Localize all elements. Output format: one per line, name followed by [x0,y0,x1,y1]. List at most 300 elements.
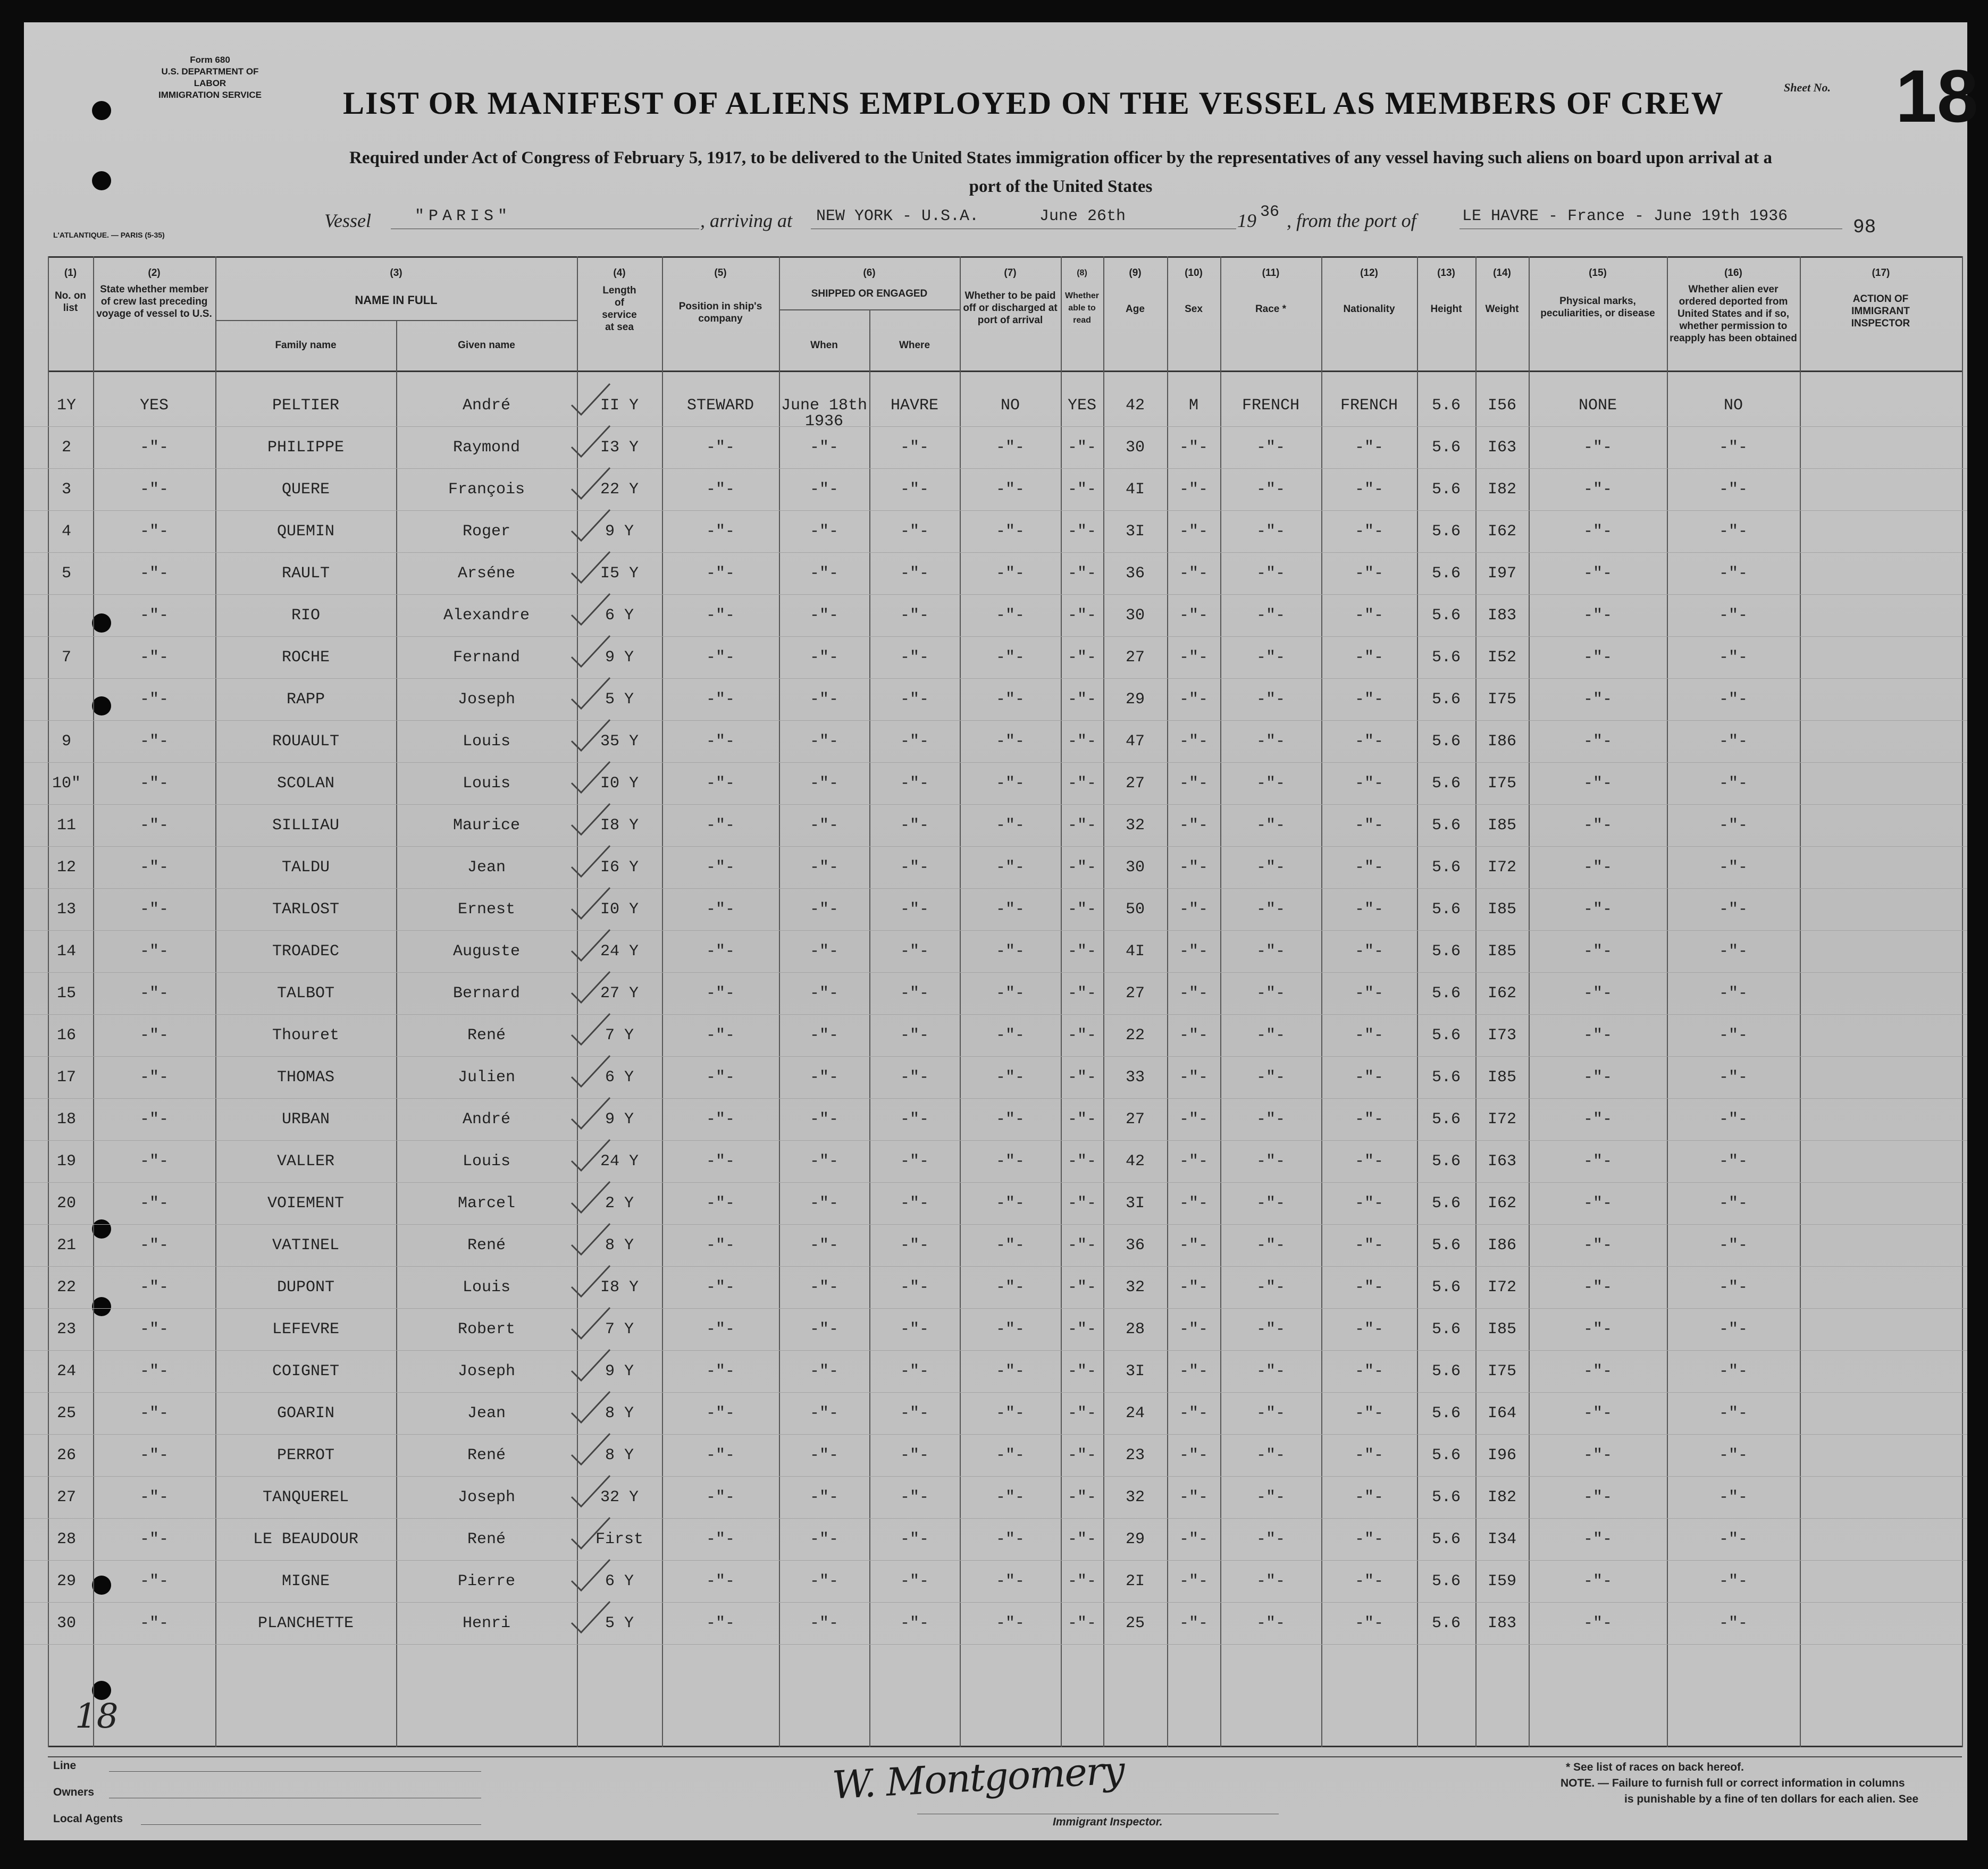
cell-where: -"- [900,1194,929,1213]
cell-weight: I97 [1487,565,1517,583]
cell-race: -"- [1256,1488,1286,1506]
cell-service: 32 Y [600,1488,639,1506]
row-rule [24,1434,1967,1435]
cell-paid: -"- [995,1446,1025,1464]
cell-marks: -"- [1583,774,1613,793]
cell-sex: -"- [1179,1362,1209,1380]
cell-marks: -"- [1583,1194,1613,1213]
cell-marks: -"- [1583,1236,1613,1255]
row-rule [24,1140,1967,1141]
cell-prev: -"- [139,481,169,499]
row-rule [24,468,1967,469]
col-13-header: (13) Height [1430,267,1462,315]
cell-where: -"- [900,1278,929,1296]
cell-no: 3 [61,481,72,499]
cell-service: 7 Y [605,1026,634,1045]
punch-hole [92,171,111,190]
check-mark-icon [566,464,614,506]
cell-read: -"- [1067,816,1097,835]
cell-no: 13 [56,900,77,919]
cell-position: -"- [706,1446,735,1464]
cell-nat: -"- [1354,1194,1384,1213]
col-8-header: (8) Whether able to read [1065,268,1099,325]
cell-service: 27 Y [600,984,639,1003]
cell-sex: -"- [1179,523,1209,541]
check-mark-icon [566,1471,614,1514]
cell-race: -"- [1256,1320,1286,1338]
cell-age: 4I [1125,481,1145,499]
cell-height: 5.6 [1431,816,1461,835]
cell-race: -"- [1256,1614,1286,1632]
cell-sex: -"- [1179,900,1209,919]
cell-race: -"- [1256,1236,1286,1255]
cell-read: -"- [1067,439,1097,457]
year-prefix: 19 [1237,210,1256,231]
cell-given: Marcel [457,1194,516,1213]
cell-when: -"- [809,816,839,835]
cell-weight: I85 [1487,816,1517,835]
cell-marks: -"- [1583,984,1613,1003]
cell-family: TANQUEREL [262,1488,349,1506]
cell-where: -"- [900,1572,929,1590]
col-6-where-header: Where [899,340,930,351]
cell-paid: -"- [995,481,1025,499]
row-rule [24,1308,1967,1309]
cell-marks: -"- [1583,942,1613,961]
handwritten-total: 18 [75,1697,119,1736]
row-rule [24,1518,1967,1519]
cell-given: Maurice [452,816,521,835]
cell-read: -"- [1067,900,1097,919]
cell-given: Joseph [457,1488,516,1506]
cell-height: 5.6 [1431,1572,1461,1590]
cell-nat: -"- [1354,1110,1384,1129]
inspector-label: Immigrant Inspector. [1053,1816,1163,1828]
cell-paid: -"- [995,1236,1025,1255]
row-rule [24,1560,1967,1561]
cell-position: -"- [706,691,735,709]
cell-family: ROUAULT [272,733,340,751]
cell-sex: -"- [1179,481,1209,499]
cell-age: 36 [1125,565,1145,583]
cell-given: Arséne [457,565,516,583]
cell-height: 5.6 [1431,649,1461,667]
cell-weight: I64 [1487,1404,1517,1422]
cell-no: 11 [56,816,77,835]
cell-prev: -"- [139,649,169,667]
cell-read: -"- [1067,1614,1097,1632]
punch-hole [92,1219,111,1239]
col-1-header: (1) No. on list [54,267,87,314]
cell-when: -"- [809,1320,839,1338]
cell-deported: -"- [1718,607,1748,625]
cell-height: 5.6 [1431,1320,1461,1338]
row-rule [24,804,1967,805]
cell-race: -"- [1256,1152,1286,1171]
cell-no: 17 [56,1068,77,1087]
cell-sex: -"- [1179,439,1209,457]
cell-nat: -"- [1354,1320,1384,1338]
cell-deported: -"- [1718,900,1748,919]
cell-prev: YES [139,397,169,415]
cell-marks: -"- [1583,523,1613,541]
cell-nat: -"- [1354,1488,1384,1506]
cell-race: -"- [1256,733,1286,751]
cell-position: -"- [706,942,735,961]
cell-deported: -"- [1718,733,1748,751]
cell-paid: -"- [995,774,1025,793]
cell-paid: -"- [995,607,1025,625]
cell-height: 5.6 [1431,1530,1461,1548]
cell-prev: -"- [139,523,169,541]
cell-read: -"- [1067,858,1097,877]
check-mark-icon [566,799,614,842]
row-rule [24,846,1967,847]
cell-prev: -"- [139,1278,169,1296]
cell-race: -"- [1256,565,1286,583]
table-bottom-rule [48,1746,1962,1747]
cell-when: -"- [809,1194,839,1213]
arrival-date: June 26th [1039,207,1126,225]
cell-race: -"- [1256,1194,1286,1213]
cell-given: René [467,1026,506,1045]
col-7-header: (7) Whether to be paid off or discharged at port of arrival [963,267,1058,326]
cell-marks: -"- [1583,439,1613,457]
cell-marks: -"- [1583,1026,1613,1045]
cell-age: 27 [1125,649,1145,667]
cell-position: -"- [706,1614,735,1632]
check-mark-icon [566,1387,614,1430]
cell-prev: -"- [139,1320,169,1338]
cell-nat: -"- [1354,816,1384,835]
cell-when: -"- [809,1614,839,1632]
cell-height: 5.6 [1431,691,1461,709]
cell-marks: -"- [1583,858,1613,877]
cell-where: -"- [900,984,929,1003]
cell-given: Louis [462,774,511,793]
cell-no: 9 [61,733,72,751]
cell-read: -"- [1067,1488,1097,1506]
cell-nat: -"- [1354,565,1384,583]
punch-hole [92,1297,111,1316]
cell-family: SCOLAN [276,774,335,793]
cell-sex: -"- [1179,1530,1209,1548]
cell-service: I0 Y [600,774,639,793]
cell-marks: -"- [1583,1404,1613,1422]
cell-marks: -"- [1583,1068,1613,1087]
header-bottom-rule [48,371,1962,372]
col-4-header: (4) Length of service at sea [602,267,637,333]
cell-position: -"- [706,1110,735,1129]
cell-race: -"- [1256,691,1286,709]
cell-family: TALDU [281,858,330,877]
cell-no: 22 [56,1278,77,1296]
punch-hole [92,1576,111,1595]
cell-when: -"- [809,942,839,961]
col-9-header: (9) Age [1126,267,1145,315]
cell-marks: -"- [1583,1152,1613,1171]
cell-position: -"- [706,1278,735,1296]
cell-family: ROCHE [281,649,330,667]
cell-race: -"- [1256,1404,1286,1422]
cell-height: 5.6 [1431,1362,1461,1380]
cell-marks: -"- [1583,1488,1613,1506]
cell-height: 5.6 [1431,858,1461,877]
cell-weight: I63 [1487,1152,1517,1171]
cell-no: 2 [61,439,72,457]
cell-race: -"- [1256,523,1286,541]
footer-agents-label: Local Agents [53,1813,123,1825]
cell-prev: -"- [139,565,169,583]
cell-position: STEWARD [686,397,754,415]
cell-read: -"- [1067,1278,1097,1296]
cell-deported: -"- [1718,1446,1748,1464]
cell-sex: -"- [1179,1572,1209,1590]
cell-paid: -"- [995,523,1025,541]
cell-family: URBAN [281,1110,330,1129]
cell-service: 6 Y [605,607,634,625]
cell-given: Alexandre [443,607,530,625]
cell-family: GOARIN [276,1404,335,1422]
cell-read: -"- [1067,1194,1097,1213]
cell-marks: -"- [1583,1362,1613,1380]
cell-height: 5.6 [1431,984,1461,1003]
cell-service: 5 Y [605,691,634,709]
cell-given: Ernest [457,900,516,919]
cell-read: -"- [1067,523,1097,541]
cell-position: -"- [706,481,735,499]
cell-marks: -"- [1583,1278,1613,1296]
cell-nat: -"- [1354,1068,1384,1087]
cell-marks: -"- [1583,691,1613,709]
cell-family: RAPP [286,691,325,709]
cell-prev: -"- [139,1110,169,1129]
cell-family: Thouret [272,1026,340,1045]
cell-nat: -"- [1354,1572,1384,1590]
cell-height: 5.6 [1431,1404,1461,1422]
cell-paid: -"- [995,1110,1025,1129]
cell-paid: -"- [995,984,1025,1003]
sheet-number: 18 [1895,54,1978,138]
cell-given: Louis [462,1152,511,1171]
cell-nat: -"- [1354,607,1384,625]
cell-service: 5 Y [605,1614,634,1632]
cell-race: -"- [1256,439,1286,457]
cell-service: II Y [600,397,639,415]
cell-given: André [462,1110,511,1129]
cell-race: -"- [1256,1446,1286,1464]
cell-sex: -"- [1179,774,1209,793]
row-rule [24,1602,1967,1603]
cell-weight: I62 [1487,523,1517,541]
cell-deported: -"- [1718,942,1748,961]
cell-service: 9 Y [605,523,634,541]
cell-given: François [448,481,525,499]
cell-read: -"- [1067,1404,1097,1422]
cell-height: 5.6 [1431,733,1461,751]
cell-service: 6 Y [605,1572,634,1590]
cell-read: -"- [1067,733,1097,751]
cell-age: 42 [1125,1152,1145,1171]
cell-paid: -"- [995,1152,1025,1171]
cell-paid: -"- [995,900,1025,919]
inspector-signature: W. Montgomery [831,1747,1125,1808]
cell-prev: -"- [139,1068,169,1087]
check-mark-icon [566,1555,614,1598]
cell-race: -"- [1256,649,1286,667]
cell-paid: -"- [995,1278,1025,1296]
cell-height: 5.6 [1431,1614,1461,1632]
cell-where: -"- [900,691,929,709]
printer-mark: L'ATLANTIQUE. — PARIS (5-35) [53,231,165,239]
cell-weight: I82 [1487,481,1517,499]
cell-paid: -"- [995,439,1025,457]
cell-read: -"- [1067,984,1097,1003]
row-rule [24,1224,1967,1225]
cell-given: René [467,1236,506,1255]
cell-read: -"- [1067,565,1097,583]
cell-family: VATINEL [272,1236,340,1255]
cell-prev: -"- [139,1488,169,1506]
cell-weight: I56 [1487,397,1517,415]
cell-prev: -"- [139,439,169,457]
cell-given: René [467,1446,506,1464]
cell-race: -"- [1256,942,1286,961]
cell-prev: -"- [139,1404,169,1422]
cell-height: 5.6 [1431,565,1461,583]
cell-when: -"- [809,858,839,877]
cell-marks: -"- [1583,565,1613,583]
punch-hole [92,696,111,715]
cell-weight: I75 [1487,691,1517,709]
cell-given: Joseph [457,691,516,709]
cell-when: -"- [809,900,839,919]
cell-deported: -"- [1718,1488,1748,1506]
check-mark-icon [566,757,614,800]
cell-service: I6 Y [600,858,639,877]
cell-race: -"- [1256,1572,1286,1590]
cell-sex: -"- [1179,1320,1209,1338]
cell-age: 2I [1125,1572,1145,1590]
cell-prev: -"- [139,774,169,793]
check-mark-icon [566,1345,614,1388]
cell-position: -"- [706,984,735,1003]
cell-service: I0 Y [600,900,639,919]
cell-prev: -"- [139,942,169,961]
cell-position: -"- [706,1026,735,1045]
cell-family: PELTIER [272,397,340,415]
cell-prev: -"- [139,1530,169,1548]
cell-nat: -"- [1354,1404,1384,1422]
row-rule [24,930,1967,931]
row-rule [24,1644,1967,1645]
cell-sex: -"- [1179,691,1209,709]
cell-no: 15 [56,984,77,1003]
check-mark-icon [566,1261,614,1304]
row-rule [24,972,1967,973]
check-mark-icon [566,925,614,968]
cell-when: -"- [809,1110,839,1129]
cell-prev: -"- [139,607,169,625]
cell-given: Jean [467,1404,506,1422]
cell-age: 3I [1125,1194,1145,1213]
row-rule [24,720,1967,721]
cell-sex: -"- [1179,1152,1209,1171]
cell-weight: I59 [1487,1572,1517,1590]
cell-race: -"- [1256,1068,1286,1087]
cell-sex: -"- [1179,733,1209,751]
cell-paid: -"- [995,858,1025,877]
cell-age: 50 [1125,900,1145,919]
cell-paid: -"- [995,1572,1025,1590]
cell-where: -"- [900,1026,929,1045]
cell-age: 32 [1125,1488,1145,1506]
cell-age: 25 [1125,1614,1145,1632]
cell-read: -"- [1067,607,1097,625]
cell-position: -"- [706,607,735,625]
cell-sex: -"- [1179,1488,1209,1506]
cell-height: 5.6 [1431,774,1461,793]
row-rule [24,636,1967,637]
cell-age: 47 [1125,733,1145,751]
cell-sex: -"- [1179,607,1209,625]
cell-no: 21 [56,1236,77,1255]
cell-age: 29 [1125,1530,1145,1548]
cell-prev: -"- [139,1362,169,1380]
cell-when: -"- [809,1446,839,1464]
cell-given: Auguste [452,942,521,961]
cell-weight: I75 [1487,1362,1517,1380]
cell-deported: -"- [1718,858,1748,877]
cell-read: -"- [1067,1320,1097,1338]
cell-service: 9 Y [605,1110,634,1129]
check-mark-icon [566,673,614,716]
cell-position: -"- [706,733,735,751]
cell-weight: I63 [1487,439,1517,457]
cell-marks: -"- [1583,649,1613,667]
cell-age: 23 [1125,1446,1145,1464]
cell-paid: -"- [995,1026,1025,1045]
row-rule [24,1476,1967,1477]
cell-race: -"- [1256,816,1286,835]
col-3-header: (3) NAME IN FULL [355,267,438,307]
cell-position: -"- [706,816,735,835]
check-mark-icon [566,1093,614,1136]
cell-sex: -"- [1179,816,1209,835]
row-rule [24,1098,1967,1099]
cell-no: 16 [56,1026,77,1045]
cell-marks: -"- [1583,816,1613,835]
row-rule [24,762,1967,763]
cell-where: -"- [900,439,929,457]
cell-where: -"- [900,816,929,835]
cell-age: 33 [1125,1068,1145,1087]
check-mark-icon [566,967,614,1010]
col-11-header: (11) Race * [1255,267,1287,315]
cell-given: Julien [457,1068,516,1087]
row-rule [24,1266,1967,1267]
cell-race: -"- [1256,900,1286,919]
cell-read: -"- [1067,481,1097,499]
cell-where: -"- [900,607,929,625]
cell-weight: I96 [1487,1446,1517,1464]
cell-nat: -"- [1354,1152,1384,1171]
cell-no: 26 [56,1446,77,1464]
cell-family: COIGNET [272,1362,340,1380]
cell-when: -"- [809,565,839,583]
page-title: LIST OR MANIFEST OF ALIENS EMPLOYED ON THE VESSEL AS MEMBERS OF CREW [343,86,1724,121]
cell-when: -"- [809,1530,839,1548]
